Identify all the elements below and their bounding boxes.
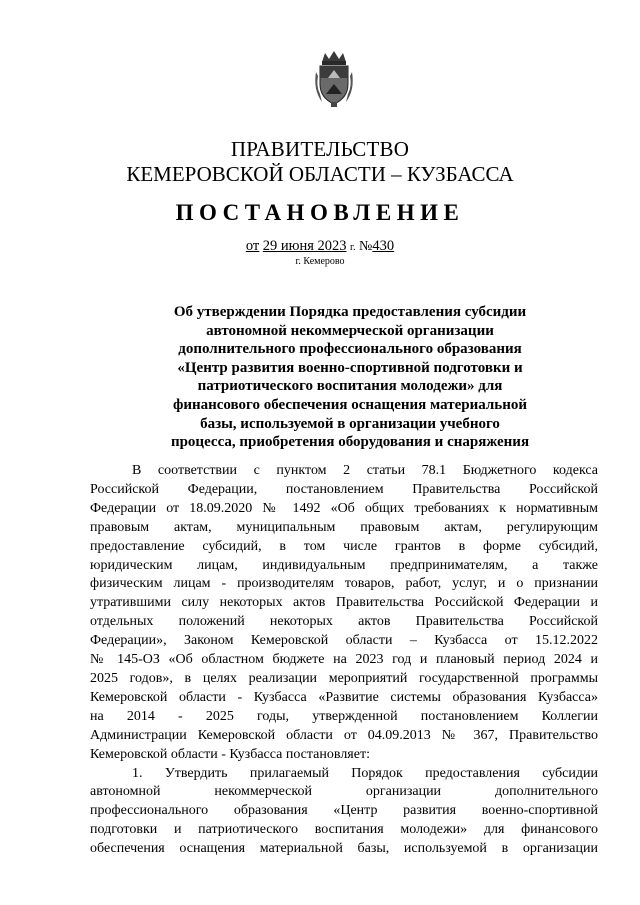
title-line: финансового обеспечения оснащения материальной — [172, 396, 528, 413]
title-line: базы, используемой в организации учебного — [200, 415, 500, 432]
body-line: Федерации», Законом Кемеровской области – Кузбасса от 15.12.2022 — [90, 633, 598, 649]
body-line: на 2014 - 2025 годы, утвержденной постановлением Коллегии — [90, 708, 598, 724]
document-title — [150, 303, 550, 452]
title-line: дополнительного профессионального образования — [178, 341, 522, 358]
body-line: Администрации Кемеровской области от 04.09.2013 № 367, Правительство — [90, 727, 598, 743]
body-line: В соответствии с пунктом 2 статьи 78.1 Бюджетного кодекса — [132, 463, 598, 478]
title-line: «Центр развития военно-спортивной подготовки и — [177, 359, 523, 376]
body-line: предоставление субсидий, в том числе грантов в форме субсидий, — [90, 538, 598, 554]
date-prefix: от — [245, 238, 260, 254]
body-line: № 145-ОЗ «Об областном бюджете на 2023 год и плановый период 2024 и — [90, 652, 598, 668]
item-line: 1. Утвердить прилагаемый Порядок предоставления субсидии — [132, 765, 598, 781]
body-line: правовым актам, муниципальным правовым актам, регулирующим — [90, 519, 598, 535]
item-line: обеспечения оснащения материальной базы, используемой в организации — [90, 841, 598, 857]
body-line: физическим лицам - производителям товаров, работ, услуг, и о признании — [90, 576, 598, 592]
body-line: отдельных положений некоторых актов Правительства Российской — [90, 614, 598, 630]
item-line: подготовки и патриотического воспитания молодежи» для финансового — [90, 822, 598, 838]
body-line: юридическим лицам, индивидуальным предпринимателям, а также — [90, 557, 598, 573]
item-line: автономной некоммерческой организации дополнительного — [90, 784, 598, 800]
government-title-line1: ПРАВИТЕЛЬСТВО — [230, 137, 410, 161]
body-line: 2025 годов», в целях реализации мероприятий государственной программы — [90, 670, 598, 686]
body-line: утратившими силу некоторых актов Правительства Российской Федерации и — [90, 595, 598, 611]
coat-of-arms-icon — [312, 50, 356, 108]
document-date: 29 июня 2023 — [262, 238, 347, 254]
body-line: Федерации от 18.09.2020 № 1492 «Об общих требованиях к нормативным — [90, 500, 598, 516]
year-suffix: г. — [350, 242, 356, 253]
title-line: автономной некоммерческой организации — [206, 322, 494, 339]
government-title-line2: КЕМЕРОВСКОЙ ОБЛАСТИ – КУЗБАССА — [126, 162, 514, 186]
date-line — [0, 238, 640, 255]
document-type: ПОСТАНОВЛЕНИЕ — [175, 200, 465, 225]
body-line: Российской Федерации, постановлением Правительства Российской — [90, 481, 598, 497]
preamble-paragraph — [90, 462, 598, 859]
item-line: профессионального образования «Центр развития военно-спортивной — [90, 803, 598, 819]
body-line: Кемеровской области - Кузбасса «Развитие системы образования Кузбасса» — [90, 689, 598, 705]
city-name: г. Кемерово — [295, 256, 345, 267]
document-number: 430 — [372, 238, 395, 254]
number-sign: № — [359, 239, 373, 254]
body-line: Кемеровской области - Кузбасса постановляет: — [90, 746, 370, 762]
title-line: процесса, приобретения оборудования и снаряжения — [170, 434, 530, 451]
title-line: Об утверждении Порядка предоставления субсидии — [173, 304, 527, 320]
title-line: патриотического воспитания молодежи» для — [197, 378, 503, 395]
